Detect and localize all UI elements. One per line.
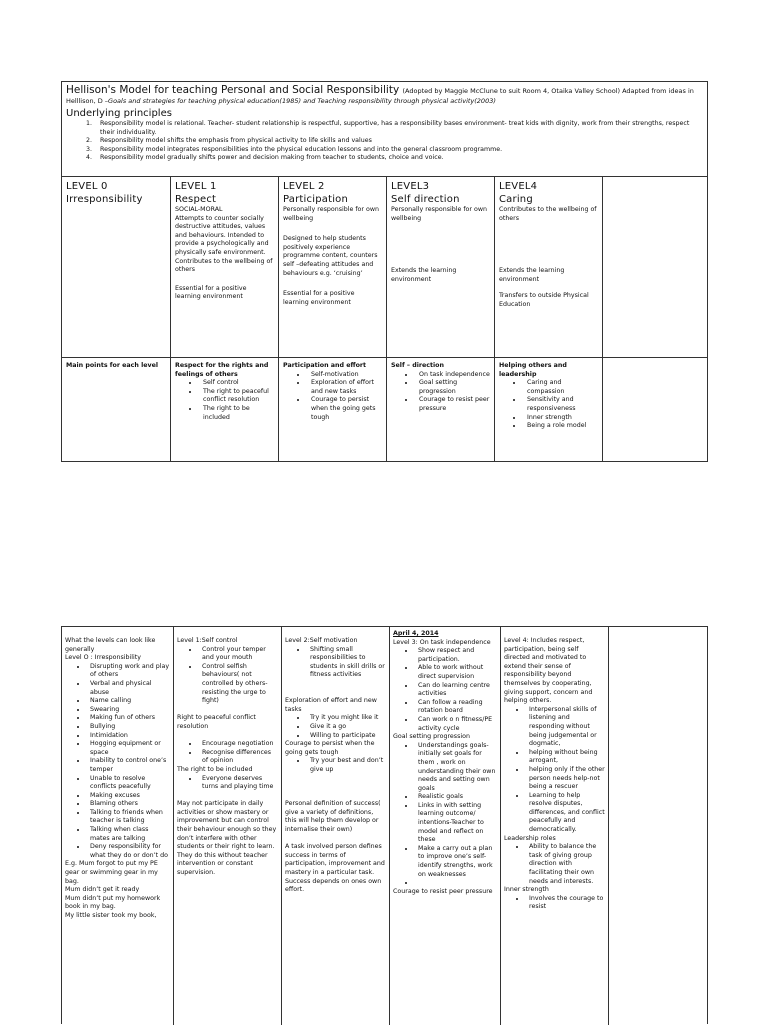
detail-item: • Control your temper and your mouth [199,646,278,663]
document-title [66,84,703,97]
col-divider [602,176,603,461]
level-name: Respect [175,194,217,205]
column-subheading: Level O : Irresponsibility [65,654,141,662]
example-line: Mum didn’t get it ready [65,886,140,894]
level-desc: Extends the learning environment [391,267,457,283]
behaviour-item: • Swearing [87,706,170,715]
detail-list [504,843,605,886]
detail-item: • Encourage negotiation [199,740,278,749]
level-desc: Transfers to outside Physical Education [499,292,589,308]
main-points-level-1 [171,360,278,424]
detail-list [393,647,497,733]
detail-list [504,706,605,835]
level-desc: Contributes to the wellbeing of others [175,257,273,274]
behaviour-item: • Blaming others [87,800,170,809]
detail-item: • Shifting small responsibilities to students in skill drills or fitness activities [307,646,386,680]
detail-list [177,775,278,792]
level-desc: SOCIAL-MORAL [175,206,223,213]
main-point-item: • Being a role model [523,422,598,431]
behaviour-item: • Inability to control one’s temper [87,757,170,774]
column-subheading: Courage to resist peer pressure [393,887,493,895]
behaviour-item: • Name calling [87,697,170,706]
detail-item: • helping without being arrogant, [526,749,605,766]
main-point-list [175,379,274,422]
behaviour-list [65,663,170,861]
level-desc: Essential for a positive learning environment [283,290,355,306]
main-point-item: • Caring and compassion [523,379,598,396]
main-points-label-cell [62,360,170,373]
main-point-title: Self – direction [391,362,444,369]
level-name: Self direction [391,194,460,205]
main-point-item: • Courage to resist peer pressure [415,396,490,413]
level-label: LEVEL4 [499,181,538,192]
column-heading: Level 4: Includes respect, participation, being self directed and motivated to extend their sense of responsibility beyond themselves by cooperating, giving support, concern and helping others. [504,637,593,705]
level-label: LEVEL3 [391,181,430,192]
detail-item: • Try it you might like it [307,714,386,723]
date-stamp: April 4, 2014 [393,630,439,637]
level-4-cell [495,178,602,312]
level-2-column [282,634,389,898]
main-point-item: • Self-motivation [307,371,382,380]
principles-list [66,120,703,163]
behaviour-item: • Intimidation [87,732,170,741]
level-label: LEVEL 1 [175,181,217,192]
level-name: Participation [283,194,349,205]
main-point-title: Respect for the rights and feelings of others [175,362,269,378]
behaviour-item: • Bullying [87,723,170,732]
behaviour-item: • Talking to friends when teacher is talking [87,809,170,826]
detail-item: • Can work o n fitness/PE activity cycle [415,716,497,733]
column-subheading: Exploration of effort and new tasks [285,697,377,713]
level-name: Irresponsibility [66,194,143,205]
example-line: E.g. Mum forgot to put my PE gear or swimming gear in my bag. [65,860,158,885]
main-point-list [283,371,382,423]
column-subheading: Right to peaceful conflict resolution [177,714,256,730]
main-point-item: • Exploration of effort and new tasks [307,379,382,396]
behaviour-item: • Unable to resolve conflicts peacefully [87,775,170,792]
level-3-column [390,627,500,899]
main-point-title: Participation and effort [283,362,367,369]
row-divider [62,357,707,358]
detail-list [285,714,386,740]
column-heading: Level 2:Self motivation [285,637,358,644]
detail-list [393,742,497,888]
column-paragraph: A task involved person defines success in terms of participation, improvement and mastery in a particular task. Success depends on ones own effort. [285,843,385,894]
row-divider [62,176,707,177]
level-2-cell [279,178,386,309]
main-point-title: Helping others and leadership [499,362,567,378]
detail-item: • helping only if the other person needs help-not being a rescuer [526,766,605,792]
detail-item: • Make a carry out a plan to improve one’s self- identify strengths, work on weaknesses [415,845,497,879]
level-1-cell [171,178,278,304]
title-main: Hellison's Model for teaching Personal and Social Responsibility [66,84,400,96]
detail-item: • Can do learning centre activities [415,682,497,699]
source-titles: Goals and strategies for teaching physical education(1985) and Teaching responsibility through physical activity(2003) [108,97,496,105]
level-4-column [501,634,608,915]
model-header [62,82,707,176]
model-table [61,81,708,462]
level-1-column [174,634,281,881]
principle-item: 3. Responsibility model integrates responsibilities into the physical education lessons and into the general classroom programme. [94,146,703,155]
main-point-item: • Sensitivity and responsiveness [523,396,598,413]
main-point-item: • Inner strength [523,414,598,423]
detail-item: • Understandings goals- initially set goals for them , work on understanding their own needs and setting own goals [415,742,497,794]
source-citation [66,97,703,106]
level-desc: Attempts to counter socially destructive attitudes, values and behaviours. Intended to provide a psychologically and physically safe environment. [175,214,269,256]
detail-item: • Try your best and don’t give up [307,757,386,774]
principle-item: 2. Responsibility model shifts the emphasis from physical activity to life skills and values [94,137,703,146]
column-paragraph: May not participate in daily activities or show mastery or improvement but can control their behaviour enough so they don’t interfere with other students or their right to learn. They do this without teacher intervention or constant supervision. [177,800,277,877]
main-point-item: • On task independence [415,371,490,380]
column-heading: Level 3: On task independence [393,638,491,646]
main-points-level-4 [495,360,602,433]
principle-item: 1. Responsibility model is relational. Teacher- student relationship is respectful, supportive, has a responsibility bases environment- treat kids with dignity, work from their strengths, respect their individuality. [94,120,703,137]
behaviour-item: • Making excuses [87,792,170,801]
detail-item: • Able to work without direct supervision [415,664,497,681]
main-point-list [391,371,490,414]
main-points-level-2 [279,360,386,424]
behaviour-item: • Hogging equipment or space [87,740,170,757]
example-line: Mum didn’t put my homework book in my bag. [65,894,161,911]
principle-item: 4. Responsibility model gradually shifts power and decision making from teacher to students, choice and voice. [94,154,703,163]
behaviour-item: • Making fun of others [87,714,170,723]
detail-list [285,757,386,774]
level-label: LEVEL 0 [66,181,108,192]
behaviour-item: • Talking when class mates are talking [87,826,170,843]
detail-item: • Give it a go [307,723,386,732]
example-line: My little sister took my book, [65,912,157,919]
main-points-label: Main points for each level [66,362,159,369]
detail-list [285,646,386,680]
level-desc: Contributes to the wellbeing of others [499,206,597,222]
underlying-heading: Underlying principles [66,108,172,119]
level-0-cell [62,178,170,208]
level-desc: Personally responsible for own wellbeing [391,206,487,222]
detail-item: • Interpersonal skills of listening and responding without being judgemental or dogmatic, [526,706,605,749]
column-heading: Level 1:Self control [177,637,238,644]
column-subheading: Goal setting progression [393,733,470,741]
level-desc: Designed to help students positively experience programme content, counters self –defeating attitudes and behaviours e.g. ‘cruising’ [283,235,378,277]
column-subheading: The right to be included [177,765,253,773]
detail-item: • Realistic goals [415,793,497,802]
detail-item: • Everyone deserves turns and playing time [199,775,278,792]
detail-item: • Willing to participate [307,732,386,741]
behaviour-item: • Disrupting work and play of others [87,663,170,680]
main-point-list [499,379,598,431]
level-label: LEVEL 2 [283,181,325,192]
detail-item: • Recognise differences of opinion [199,749,278,766]
detail-item: • Involves the courage to resist [526,895,605,912]
detail-item: • Can follow a reading rotation board [415,699,497,716]
detail-item: • Show respect and participation. [415,647,497,664]
behaviour-item: • Verbal and physical abuse [87,680,170,697]
column-subheading: Leadership roles [504,834,556,842]
column-intro: What the levels can look like generally [65,637,156,653]
title-note: (Adopted by Maggie McClune to suit Room 4, Otaika Valley School) Adapted from ideas in [402,87,694,95]
level-desc: Extends the learning environment [499,267,565,283]
level-3-cell [387,178,494,286]
column-subheading: Courage to persist when the going gets tough [285,740,375,756]
main-point-item: • The right to be included [199,405,274,422]
detail-list [177,740,278,766]
source-prefix: Helllison, D – [66,97,109,105]
level-desc: Personally responsible for own wellbeing [283,206,379,222]
col-divider [608,627,609,1025]
detail-item: • Learning to help resolve disputes, differences, and conflict peacefully and democratically. [526,792,605,835]
main-points-level-3 [387,360,494,416]
main-point-item: • The right to peaceful conflict resolution [199,388,274,405]
detail-list [177,646,278,706]
levels-examples-table [61,626,708,1024]
detail-item [415,879,497,888]
detail-list [504,895,605,912]
column-subheading: Inner strength [504,886,549,894]
detail-item: • Control selfish behaviours( not controlled by others-resisting the urge to fight) [199,663,278,706]
level-desc: Essential for a positive learning environment [175,284,247,301]
behaviour-item: • Deny responsibility for what they do or don’t do [87,843,170,860]
detail-item: • Links in with setting learning outcome/ intentions-Teacher to model and reflect on these [415,802,497,845]
main-point-item: • Courage to persist when the going gets tough [307,396,382,422]
main-point-item: • Goal setting progression [415,379,490,396]
column-paragraph: Personal definition of success( give a variety of definitions, this will help them develop or internalise their own) [285,800,381,834]
levels-general-column [62,634,173,924]
main-point-item: • Self control [199,379,274,388]
detail-item: • Ability to balance the task of giving group direction with facilitating their own needs and interests. [526,843,605,886]
level-name: Caring [499,194,533,205]
